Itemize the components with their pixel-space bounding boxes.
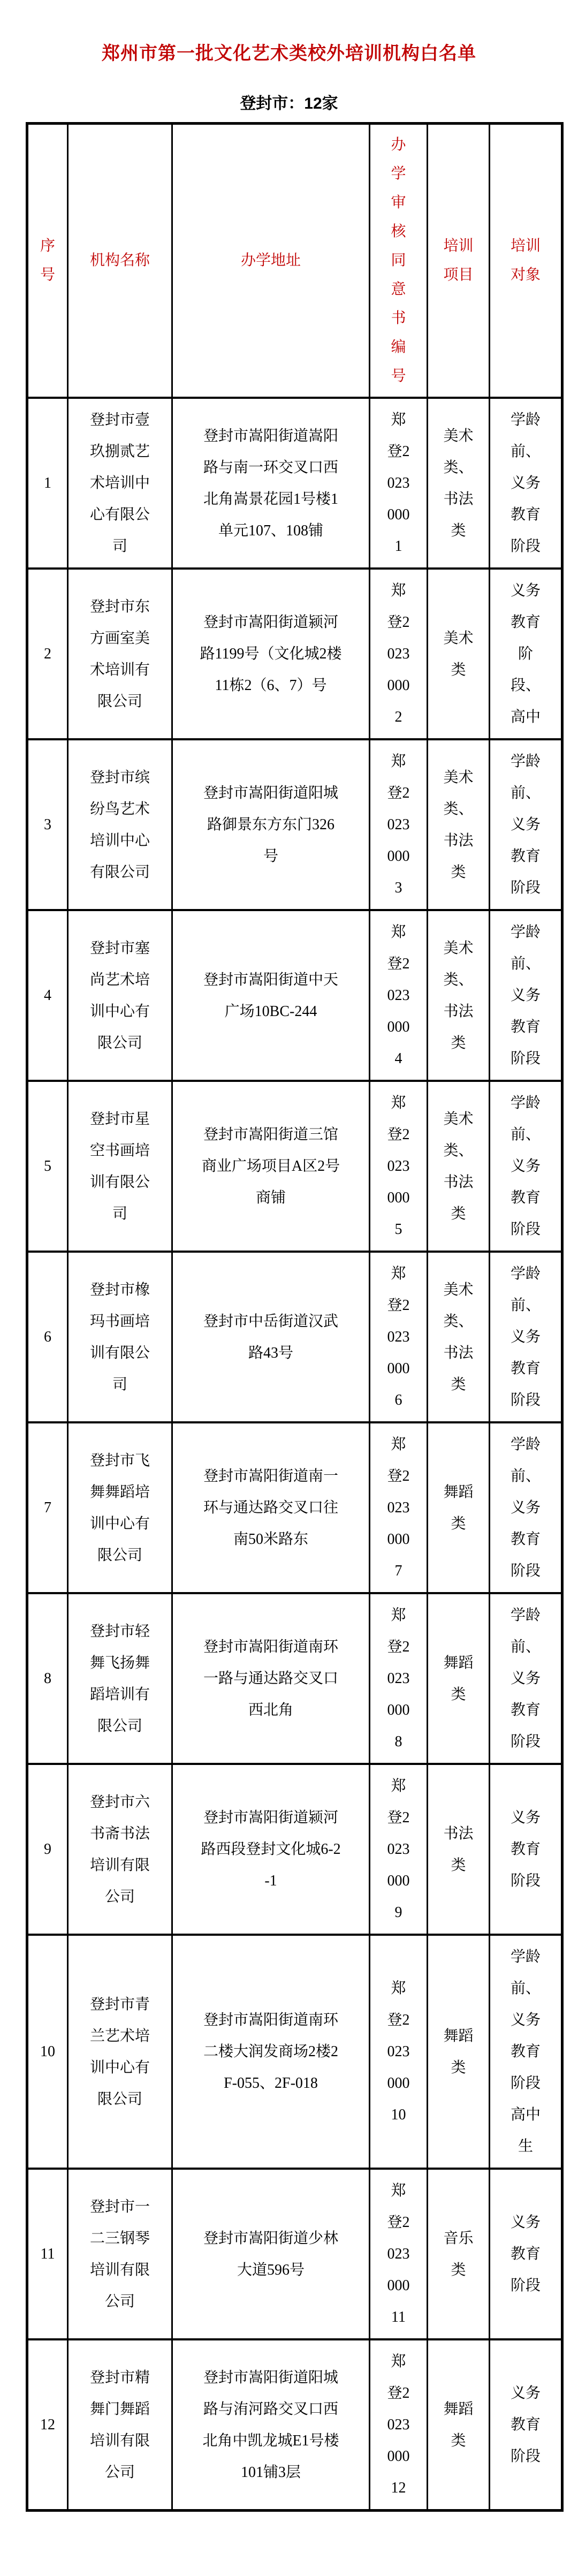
cell-subjects <box>428 2339 490 2511</box>
cell-subjects <box>428 1081 490 1252</box>
cell-name-text: 登封市青兰艺术培训中心有限公司 <box>89 1996 150 2108</box>
cell-license-text: 郑登20230005 <box>387 1095 410 1238</box>
cell-address <box>172 569 370 739</box>
cell-address <box>172 2169 370 2339</box>
cell-license-text: 郑登20230001 <box>387 412 410 555</box>
cell-audience-text: 学龄前、义务教育阶段 <box>510 924 541 1067</box>
cell-name <box>68 1935 172 2169</box>
cell-no <box>27 398 68 569</box>
cell-subjects-text: 舞蹈类 <box>443 2027 474 2076</box>
cell-address-text: 登封市嵩阳街道阳城路与洧河路交叉口西北角中凯龙城E1号楼101铺3层 <box>202 2369 339 2481</box>
bottom-whitespace <box>0 2512 578 2576</box>
cell-subjects-text: 美术类、书法类 <box>443 940 474 1051</box>
cell-no <box>27 910 68 1081</box>
cell-name <box>68 1252 172 1422</box>
cell-subjects-text: 美术类 <box>443 630 474 678</box>
table-row <box>27 910 562 1081</box>
table-row <box>27 1764 562 1935</box>
cell-license <box>370 1935 428 2169</box>
cell-no <box>27 2169 68 2339</box>
cell-name-text: 登封市壹玖捌贰艺术培训中心有限公司 <box>89 412 150 555</box>
cell-license-text: 郑登20230003 <box>387 753 410 896</box>
cell-license-text: 郑登20230006 <box>387 1266 410 1408</box>
cell-no <box>27 739 68 910</box>
header-audience-label: 培训对象 <box>510 238 541 283</box>
cell-name <box>68 1764 172 1935</box>
cell-name <box>68 739 172 910</box>
cell-address <box>172 910 370 1081</box>
cell-subjects-text: 美术类、书法类 <box>443 427 474 539</box>
cell-no-text: 5 <box>44 1158 51 1175</box>
cell-address-text: 登封市嵩阳街道颍河路西段登封文化城6-2-1 <box>201 1809 341 1889</box>
cell-address-text: 登封市嵩阳街道少林大道596号 <box>203 2230 338 2278</box>
cell-no-text: 1 <box>44 475 51 491</box>
cell-name <box>68 1593 172 1764</box>
cell-no <box>27 1081 68 1252</box>
cell-license <box>370 739 428 910</box>
cell-subjects <box>428 569 490 739</box>
cell-subjects <box>428 1764 490 1935</box>
cell-license <box>370 2169 428 2339</box>
cell-audience <box>490 910 562 1081</box>
cell-license-text: 郑登20230008 <box>387 1607 410 1750</box>
cell-address <box>172 1593 370 1764</box>
cell-subjects <box>428 1935 490 2169</box>
cell-name <box>68 398 172 569</box>
cell-license <box>370 1593 428 1764</box>
cell-name <box>68 2339 172 2511</box>
cell-subjects-text: 舞蹈类 <box>443 2400 474 2449</box>
cell-address <box>172 1764 370 1935</box>
cell-audience-text: 义务教育阶段、高中 <box>510 582 541 725</box>
cell-subjects <box>428 2169 490 2339</box>
cell-audience-text: 学龄前、义务教育阶段高中生 <box>510 1949 541 2155</box>
cell-license <box>370 1764 428 1935</box>
table-row <box>27 2169 562 2339</box>
table-row <box>27 398 562 569</box>
header-name <box>68 124 172 398</box>
cell-no <box>27 1935 68 2169</box>
cell-subjects-text: 美术类、书法类 <box>443 1281 474 1393</box>
cell-address-text: 登封市嵩阳街道嵩阳路与南一环交叉口西北角嵩景花园1号楼1单元107、108铺 <box>203 427 338 539</box>
cell-audience <box>490 1252 562 1422</box>
cell-address-text: 登封市嵩阳街道中天广场10BC-244 <box>203 971 338 1020</box>
cell-no <box>27 1764 68 1935</box>
cell-no-text: 9 <box>44 1841 51 1858</box>
cell-subjects <box>428 1252 490 1422</box>
cell-audience <box>490 739 562 910</box>
cell-no <box>27 2339 68 2511</box>
header-license-label: 办学审核同意书编号 <box>391 137 406 384</box>
cell-no-text: 3 <box>44 816 51 833</box>
cell-no-text: 12 <box>40 2416 55 2433</box>
cell-no-text: 4 <box>44 987 51 1004</box>
cell-address <box>172 739 370 910</box>
cell-license <box>370 910 428 1081</box>
table-row <box>27 569 562 739</box>
cell-audience <box>490 1593 562 1764</box>
cell-license-text: 郑登20230009 <box>387 1778 410 1921</box>
cell-license <box>370 1252 428 1422</box>
cell-name <box>68 2169 172 2339</box>
cell-address-text: 登封市嵩阳街道颍河路1199号（文化城2楼11栋2（6、7）号 <box>200 614 342 694</box>
header-address <box>172 124 370 398</box>
cell-name <box>68 1422 172 1593</box>
cell-audience-text: 学龄前、义务教育阶段 <box>510 753 541 896</box>
cell-audience-text: 学龄前、义务教育阶段 <box>510 1436 541 1579</box>
cell-audience-text: 义务教育阶段 <box>510 2385 541 2465</box>
cell-audience <box>490 398 562 569</box>
cell-address-text: 登封市中岳街道汉武路43号 <box>203 1313 338 1361</box>
table-body <box>27 398 562 2511</box>
table-row <box>27 1081 562 1252</box>
table-row <box>27 1422 562 1593</box>
cell-name-text: 登封市星空书画培训有限公司 <box>89 1110 150 1222</box>
cell-address-text: 登封市嵩阳街道南一环与通达路交叉口往南50米路东 <box>203 1468 338 1548</box>
cell-no <box>27 1593 68 1764</box>
cell-audience-text: 学龄前、义务教育阶段 <box>510 1095 541 1238</box>
whitelist-table <box>26 122 564 2512</box>
cell-audience <box>490 1935 562 2169</box>
header-subjects <box>428 124 490 398</box>
cell-name-text: 登封市缤纷鸟艺术培训中心有限公司 <box>89 769 150 881</box>
cell-audience-text: 学龄前、义务教育阶段 <box>510 412 541 555</box>
cell-license <box>370 1422 428 1593</box>
cell-subjects-text: 舞蹈类 <box>443 1483 474 1532</box>
table-row <box>27 1935 562 2169</box>
cell-audience <box>490 2169 562 2339</box>
cell-name <box>68 910 172 1081</box>
cell-license <box>370 569 428 739</box>
cell-no <box>27 1422 68 1593</box>
cell-subjects <box>428 1422 490 1593</box>
table-row <box>27 2339 562 2511</box>
cell-subjects <box>428 739 490 910</box>
cell-no-text: 6 <box>44 1329 51 1345</box>
cell-name-text: 登封市飞舞舞蹈培训中心有限公司 <box>89 1452 150 1564</box>
table-header-row <box>27 124 562 398</box>
cell-name-text: 登封市一二三钢琴培训有限公司 <box>89 2198 150 2310</box>
cell-subjects-text: 舞蹈类 <box>443 1654 474 1703</box>
cell-audience <box>490 569 562 739</box>
cell-audience <box>490 1422 562 1593</box>
cell-audience-text: 义务教育阶段 <box>510 2214 541 2294</box>
cell-license-text: 郑登202300010 <box>387 1980 410 2123</box>
cell-audience-text: 学龄前、义务教育阶段 <box>510 1266 541 1408</box>
cell-no-text: 8 <box>44 1670 51 1687</box>
cell-audience <box>490 1081 562 1252</box>
cell-license-text: 郑登20230007 <box>387 1436 410 1579</box>
cell-name-text: 登封市精舞门舞蹈培训有限公司 <box>89 2369 150 2481</box>
cell-name <box>68 569 172 739</box>
cell-audience-text: 义务教育阶段 <box>510 1809 541 1889</box>
cell-audience <box>490 2339 562 2511</box>
cell-address <box>172 1081 370 1252</box>
cell-license-text: 郑登202300011 <box>387 2183 410 2325</box>
cell-no-text: 7 <box>44 1499 51 1516</box>
cell-license-text: 郑登20230004 <box>387 924 410 1067</box>
table-row <box>27 1593 562 1764</box>
cell-license-text: 郑登20230002 <box>387 582 410 725</box>
cell-address-text: 登封市嵩阳街道南环一路与通达路交叉口西北角 <box>203 1639 338 1718</box>
cell-address-text: 登封市嵩阳街道南环二楼大润发商场2楼2F-055、2F-018 <box>203 2012 338 2092</box>
cell-name-text: 登封市橡玛书画培训有限公司 <box>89 1281 150 1393</box>
cell-address <box>172 1935 370 2169</box>
cell-address-text: 登封市嵩阳街道三馆商业广场项目A区2号商铺 <box>201 1126 340 1206</box>
cell-no <box>27 1252 68 1422</box>
cell-subjects <box>428 398 490 569</box>
cell-name-text: 登封市东方画室美术培训有限公司 <box>89 598 150 710</box>
cell-address <box>172 2339 370 2511</box>
cell-address <box>172 1422 370 1593</box>
cell-subjects <box>428 1593 490 1764</box>
cell-license <box>370 1081 428 1252</box>
cell-name-text: 登封市塞尚艺术培训中心有限公司 <box>89 940 150 1051</box>
table-row <box>27 1252 562 1422</box>
cell-name <box>68 1081 172 1252</box>
cell-no-text: 10 <box>40 2043 55 2060</box>
cell-address-text: 登封市嵩阳街道阳城路御景东方东门326号 <box>203 785 338 865</box>
cell-subjects-text: 书法类 <box>443 1825 474 1874</box>
cell-license <box>370 398 428 569</box>
cell-address <box>172 398 370 569</box>
cell-address <box>172 1252 370 1422</box>
table-row <box>27 739 562 910</box>
cell-name-text: 登封市六书斋书法培训有限公司 <box>89 1793 150 1905</box>
header-audience <box>490 124 562 398</box>
header-subjects-label: 培训项目 <box>443 238 474 283</box>
cell-no-text: 2 <box>44 646 51 662</box>
cell-subjects-text: 音乐类 <box>443 2230 474 2278</box>
header-license <box>370 124 428 398</box>
cell-subjects <box>428 910 490 1081</box>
cell-subjects-text: 美术类、书法类 <box>443 769 474 881</box>
cell-audience-text: 学龄前、义务教育阶段 <box>510 1607 541 1750</box>
cell-no-text: 11 <box>40 2246 55 2262</box>
header-no <box>27 124 68 398</box>
cell-license-text: 郑登202300012 <box>387 2353 410 2496</box>
header-no-label: 序号 <box>40 238 55 283</box>
page-subtitle: 登封市：12家 <box>240 95 338 112</box>
cell-name-text: 登封市轻舞飞扬舞蹈培训有限公司 <box>89 1623 150 1734</box>
cell-subjects-text: 美术类、书法类 <box>443 1110 474 1222</box>
header-address-label: 办学地址 <box>240 252 301 269</box>
cell-no <box>27 569 68 739</box>
header-name-label: 机构名称 <box>89 252 150 269</box>
cell-audience <box>490 1764 562 1935</box>
page-title: 郑州市第一批文化艺术类校外培训机构白名单 <box>102 43 476 64</box>
cell-license <box>370 2339 428 2511</box>
